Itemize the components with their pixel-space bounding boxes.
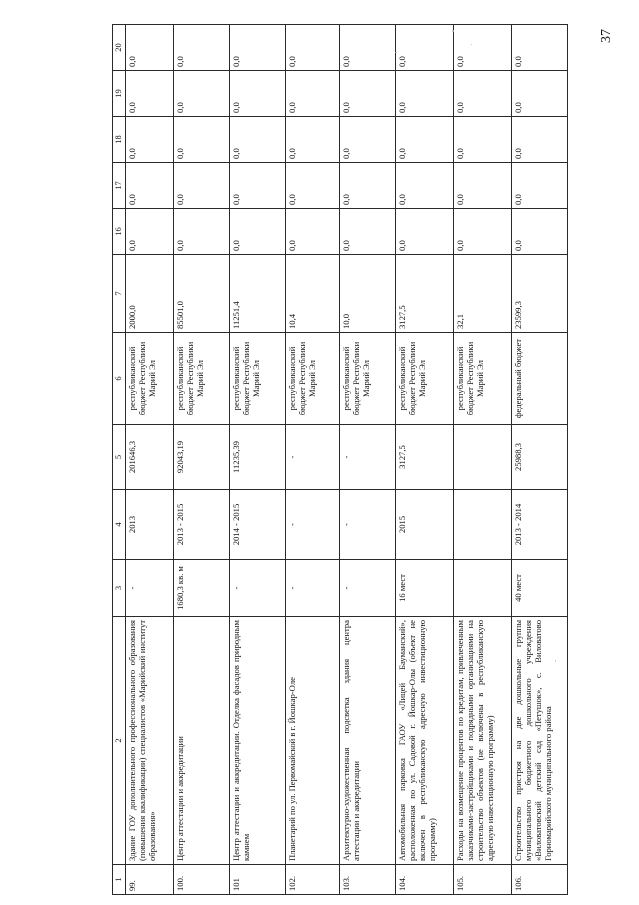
value-cell: 0,0 [174,117,230,163]
value-cell: 0,0 [396,25,454,71]
row-number: 104. [396,865,454,895]
estimate-cell: 201646,3 [126,425,174,490]
page-number: 37 [599,29,614,43]
row-number: 103. [340,865,396,895]
value-cell: 0,0 [230,163,286,209]
table-header [113,25,126,895]
column-header: 3 [113,560,126,617]
value-cell: 0,0 [126,163,174,209]
value-cell: 0,0 [340,117,396,163]
column-header: 20 [113,25,126,71]
table-row [340,25,396,895]
value-cell: 0,0 [396,117,454,163]
value-cell: 0,0 [512,71,568,117]
object-name: Автомобильная парковка ГАОУ «Лицей Бауманский», расположенная по ул. Садовой г. Йошкар-Олы (объект не включен в республиканскую адресную инвестиционную программу) [396,617,454,865]
value-cell: 0,0 [512,117,568,163]
period-cell: 2015 [396,490,454,560]
rotated-table-frame [112,25,553,895]
row-number: 100. [174,865,230,895]
value-cell: 0,0 [126,25,174,71]
column-header: 2 [113,617,126,865]
capacity-cell: - [340,560,396,617]
value-cell: 0,0 [396,163,454,209]
estimate-cell: - [340,425,396,490]
value-cell: 0,0 [126,117,174,163]
table-row [512,25,568,895]
capacity-cell: 16 мест [396,560,454,617]
column-header: 16 [113,209,126,255]
value-cell: 0,0 [126,209,174,255]
column-header: 19 [113,71,126,117]
estimate-cell: 11235,39 [230,425,286,490]
row-number: 101 [230,865,286,895]
value-cell: 0,0 [454,209,512,255]
value-cell: 0,0 [512,163,568,209]
value-cell: 0,0 [174,71,230,117]
object-name: Центр аттестации и аккредитации. Отделка фасадов природным камнем [230,617,286,865]
period-cell: 2013 - 2014 [512,490,568,560]
table-row [454,25,512,895]
value-cell: 0,0 [512,209,568,255]
object-name: Строительство пристроя на две дошкольные группы муниципального бюджетного дошкольного учреждения «Виловатовский детский сад «Петушок», с. Виловатово Горномарийского муниципального района [512,617,568,865]
value-cell: 0,0 [230,25,286,71]
estimate-cell: - [286,425,340,490]
table-row [174,25,230,895]
scan-speck [395,52,397,53]
table-body [126,25,568,895]
period-cell: 2013 - 2015 [174,490,230,560]
value-cell: 0,0 [230,71,286,117]
amount-cell: 11251,4 [230,255,286,333]
value-cell: 0,0 [340,163,396,209]
value-cell: 0,0 [174,209,230,255]
funding-source-cell: республиканский бюджет Республики Марий Эл [126,333,174,425]
column-header: 4 [113,490,126,560]
value-cell: 0,0 [286,117,340,163]
value-cell: 0,0 [454,71,512,117]
capacity-cell: - [126,560,174,617]
capacity-cell: - [286,560,340,617]
funding-source-cell: республиканский бюджет Республики Марий Эл [286,333,340,425]
value-cell: 0,0 [230,209,286,255]
object-name: Расходы на возмещение процентов по кредитам, привлеченным заказчиками-застройщиками и подрядными организациями на строительство объектов (не включены в республиканскую адресную инвестиционную программу) [454,617,512,865]
value-cell: 0,0 [286,71,340,117]
scan-speck [471,44,472,45]
amount-cell: 32,1 [454,255,512,333]
amount-cell: 10,4 [286,255,340,333]
value-cell: 0,0 [454,163,512,209]
investment-table [112,24,568,895]
column-header: 1 [113,865,126,895]
funding-source-cell: республиканский бюджет Республики Марий Эл [396,333,454,425]
funding-source-cell: республиканский бюджет Республики Марий Эл [340,333,396,425]
row-number: 99. [126,865,174,895]
funding-source-cell: республиканский бюджет Республики Марий Эл [174,333,230,425]
amount-cell: 85501,0 [174,255,230,333]
value-cell: 0,0 [454,117,512,163]
period-cell: - [286,490,340,560]
value-cell: 0,0 [340,71,396,117]
column-header: 7 [113,255,126,333]
value-cell: 0,0 [174,163,230,209]
object-name: Здание ГОУ дополнительного профессионального образования (повышения квалификации) специалистов «Марийский институт образования» [126,617,174,865]
scan-speck [555,660,556,662]
period-cell [454,490,512,560]
value-cell: 0,0 [174,25,230,71]
value-cell: 0,0 [512,25,568,71]
value-cell: 0,0 [396,71,454,117]
amount-cell: 10,0 [340,255,396,333]
object-name: Планетарий по ул. Первомайской в г. Йошкар-Оле [286,617,340,865]
funding-source-cell: республиканский бюджет Республики Марий Эл [454,333,512,425]
table-row [126,25,174,895]
table-row [396,25,454,895]
period-cell: - [340,490,396,560]
value-cell: 0,0 [340,209,396,255]
object-name: Архитектурно-художественная подсветка здания центра аттестации и аккредитации [340,617,396,865]
column-header: 17 [113,163,126,209]
value-cell: 0,0 [286,163,340,209]
row-number: 106. [512,865,568,895]
capacity-cell: 1680,3 кв. м [174,560,230,617]
column-header: 6 [113,333,126,425]
value-cell: 0,0 [230,117,286,163]
funding-source-cell: республиканский бюджет Республики Марий Эл [230,333,286,425]
estimate-cell [454,425,512,490]
period-cell: 2014 - 2015 [230,490,286,560]
row-number: 105. [454,865,512,895]
amount-cell: 2000,0 [126,255,174,333]
estimate-cell: 92043,19 [174,425,230,490]
amount-cell: 23599,3 [512,255,568,333]
period-cell: 2013 [126,490,174,560]
estimate-cell: 25988,3 [512,425,568,490]
amount-cell: 3127,5 [396,255,454,333]
value-cell: 0,0 [286,209,340,255]
scan-speck [452,30,454,32]
value-cell: 0,0 [126,71,174,117]
capacity-cell: 40 мест [512,560,568,617]
table-row [286,25,340,895]
value-cell: 0,0 [396,209,454,255]
object-name: Центр аттестации и аккредитации [174,617,230,865]
row-number: 102. [286,865,340,895]
value-cell: 0,0 [454,25,512,71]
capacity-cell: - [230,560,286,617]
estimate-cell: 3127,5 [396,425,454,490]
table-row [230,25,286,895]
column-header: 5 [113,425,126,490]
value-cell: 0,0 [340,25,396,71]
column-header: 18 [113,117,126,163]
value-cell: 0,0 [286,25,340,71]
capacity-cell [454,560,512,617]
funding-source-cell: федеральный бюджет [512,333,568,425]
